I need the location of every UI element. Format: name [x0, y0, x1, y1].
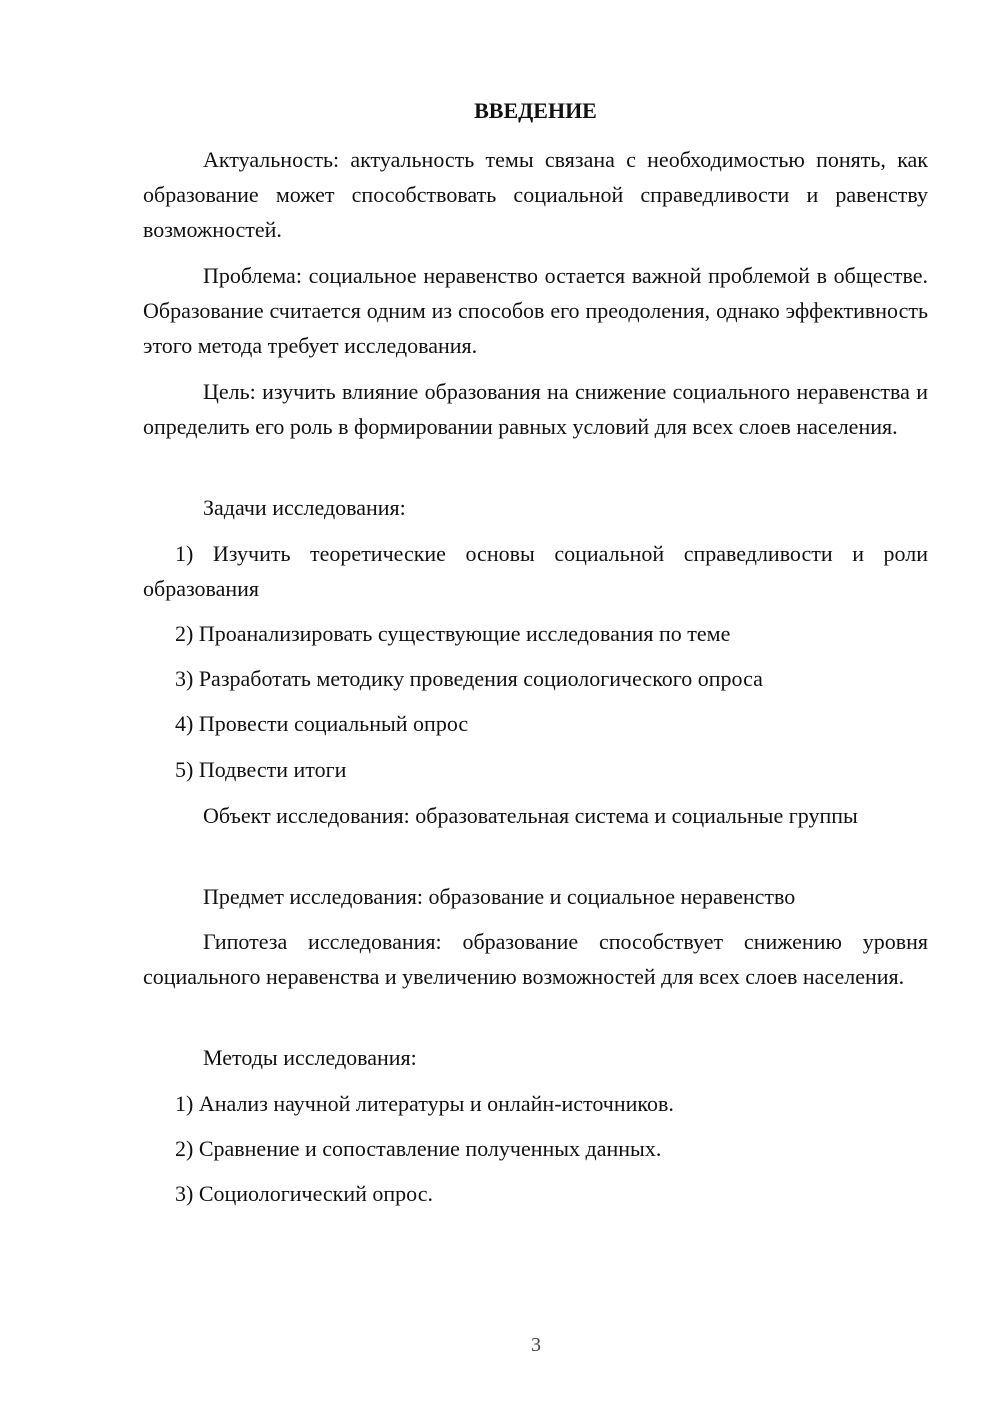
tasks-title: Задачи исследования: [203, 495, 406, 520]
method-item: 2) Сравнение и сопоставление полученных данных. [175, 1136, 662, 1161]
task-item: 1) Изучить теоретические основы социальной справедливости и роли образования [143, 541, 928, 601]
paragraph-subject: Предмет исследования: образование и социальное неравенство [203, 884, 796, 909]
paragraph-relevance: Актуальность: актуальность темы связана с необходимостью понять, как образование может способствовать социальной справедливости и равенству возможностей. [143, 147, 928, 242]
task-item: 3) Разработать методику проведения социологического опроса [175, 666, 763, 691]
task-item: 4) Провести социальный опрос [175, 711, 469, 736]
page-number: 3 [531, 1334, 541, 1356]
paragraph-goal: Цель: изучить влияние образования на снижение социального неравенства и определить его роль в формировании равных условий для всех слоев населения. [143, 379, 928, 439]
paragraph-hypothesis: Гипотеза исследования: образование способствует снижению уровня социального неравенства и увеличению возможностей для всех слоев населения. [143, 929, 928, 989]
page-title: ВВЕДЕНИЕ [474, 98, 597, 123]
methods-title: Методы исследования: [203, 1045, 417, 1070]
task-item: 5) Подвести итоги [175, 757, 347, 782]
task-item: 2) Проанализировать существующие исследования по теме [175, 621, 731, 646]
method-item: 3) Социологический опрос. [175, 1181, 433, 1206]
method-item: 1) Анализ научной литературы и онлайн-источников. [175, 1091, 674, 1116]
paragraph-problem: Проблема: социальное неравенство остается важной проблемой в обществе. Образование считается одним из способов его преодоления, однако эффективность этого метода требует исследования. [143, 263, 928, 358]
paragraph-object: Объект исследования: образовательная система и социальные группы [203, 803, 858, 828]
